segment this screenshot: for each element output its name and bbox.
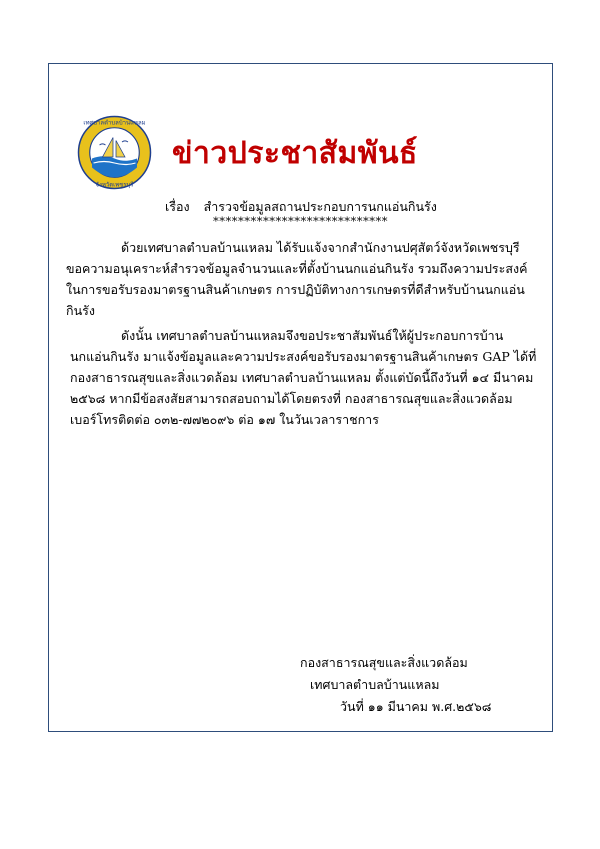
signature-date: วันที่ ๑๑ มีนาคม พ.ศ.๒๕๖๘ [340,699,492,714]
paragraph-1-line: ในการขอรับรองมาตรฐานสินค้าเกษตร การปฏิบัติทางการเกษตรที่ดีสำหรับบ้านนกแอ่น [66,282,525,297]
paragraph-1-line: ขอความอนุเคราะห์สำรวจข้อมูลจำนวนและที่ตั้งบ้านนกแอ่นกินรัง รวมถึงความประสงค์ [66,261,528,276]
subject-label: เรื่อง [165,199,190,214]
paragraph-2-line: นกแอ่นกินรัง มาแจ้งข้อมูลและความประสงค์ขอรับรองมาตรฐานสินค้าเกษตร GAP ได้ที่ [70,349,537,364]
paragraph-2 [66,325,536,430]
signature-division: กองสาธารณสุขและสิ่งแวดล้อม [300,655,468,670]
seal-bottom-text: จังหวัดเพชรบุรี [95,181,134,189]
paragraph-1 [66,237,527,321]
paragraph-1-line: กินรัง [66,303,95,318]
seal-top-text: เทศบาลตำบลบ้านแหลม [83,119,146,127]
subject-text: สำรวจข้อมูลสถานประกอบการนกแอ่นกินรัง [203,199,437,214]
signature-organization: เทศบาลตำบลบ้านแหลม [310,677,440,692]
paragraph-2-line: กองสาธารณสุขและสิ่งแวดล้อม เทศบาลตำบลบ้านแหลม ตั้งแต่บัดนี้ถึงวันที่ ๑๔ มีนาคม [70,370,534,385]
paragraph-2-line: ๒๕๖๘ หากมีข้อสงสัยสามารถสอบถามได้โดยตรงที่ กองสาธารณสุขและสิ่งแวดล้อม [70,391,513,406]
paragraph-2-line: เบอร์โทรติดต่อ ๐๓๒-๗๗๒๐๙๖ ต่อ ๑๗ ในวันเวลาราชการ [70,412,379,427]
separator-stars: **************************** [213,214,388,228]
paragraph-2-line: ดังนั้น เทศบาลตำบลบ้านแหลมจึงขอประชาสัมพันธ์ให้ผู้ประกอบการบ้าน [121,328,504,343]
municipality-seal-icon [77,115,152,190]
announcement-headline: ข่าวประชาสัมพันธ์ [172,136,418,171]
paragraph-1-line: ด้วยเทศบาลตำบลบ้านแหลม ได้รับแจ้งจากสำนักงานปศุสัตว์จังหวัดเพชรบุรี [121,240,520,255]
